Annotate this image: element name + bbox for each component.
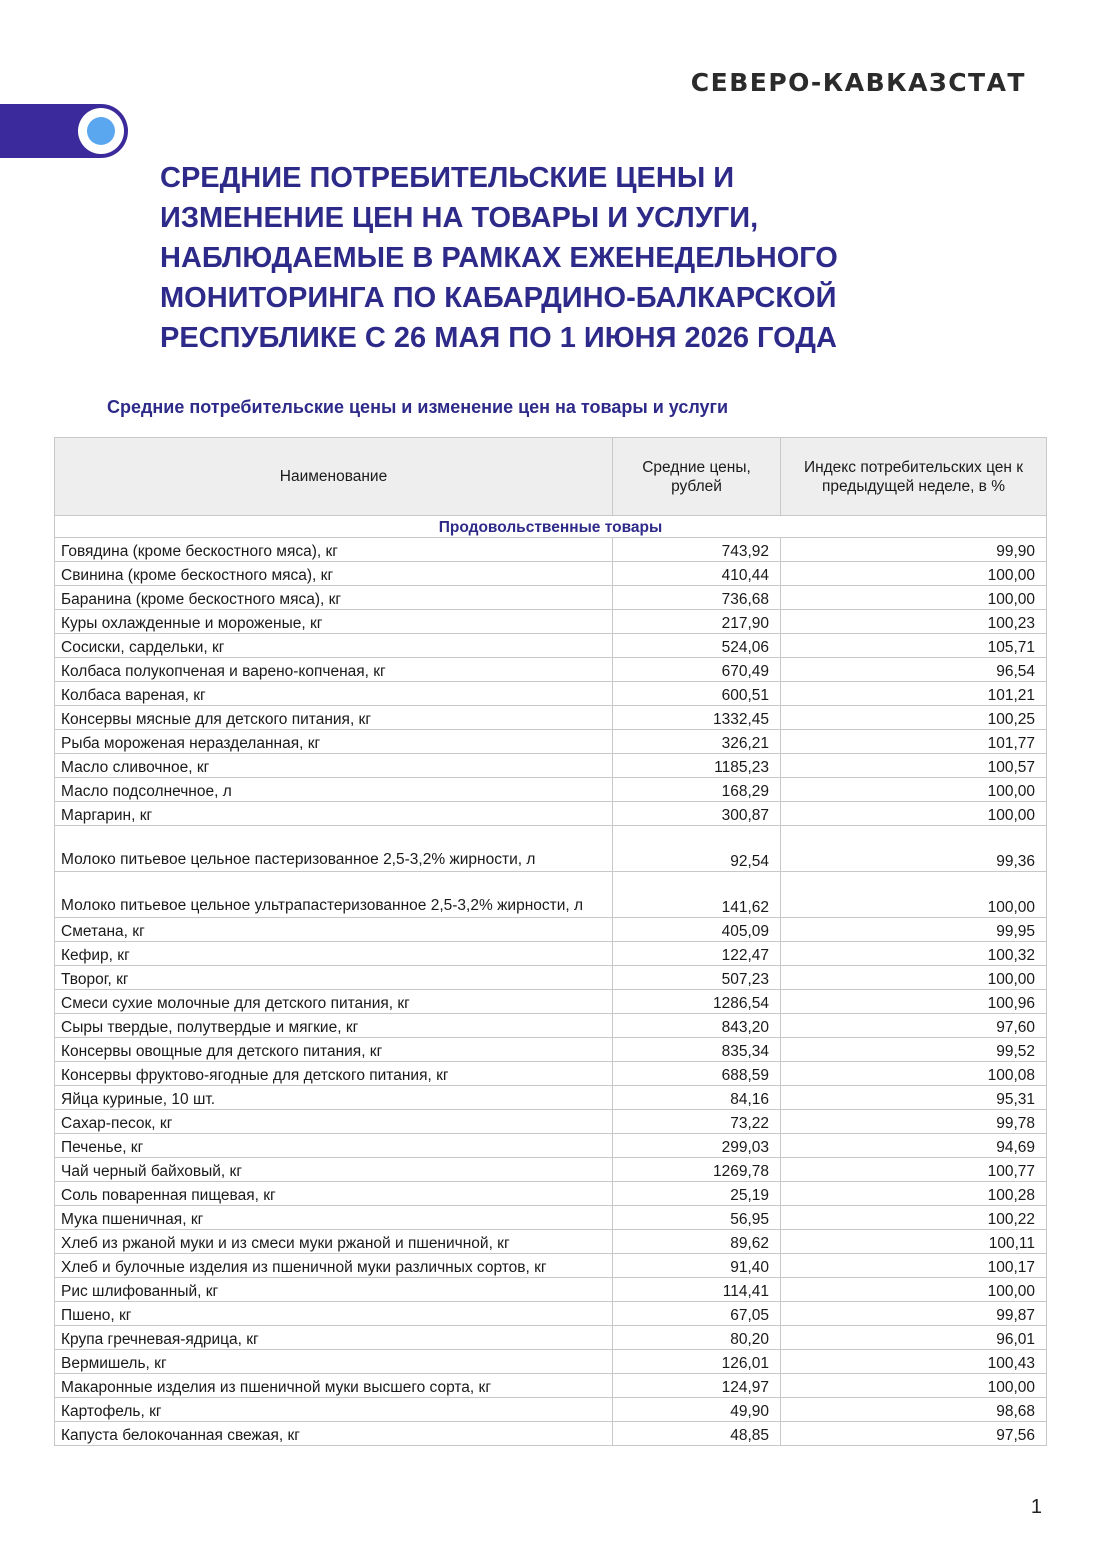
cell-price: 1332,45 xyxy=(613,706,781,730)
cell-price: 84,16 xyxy=(613,1086,781,1110)
table-row xyxy=(55,778,1047,802)
table-row xyxy=(55,872,1047,918)
cell-index: 101,21 xyxy=(781,682,1047,706)
cell-name: Крупа гречневая-ядрица, кг xyxy=(55,1326,613,1350)
table-row xyxy=(55,658,1047,682)
cell-name: Кефир, кг xyxy=(55,942,613,966)
table-row xyxy=(55,918,1047,942)
cell-name: Макаронные изделия из пшеничной муки высшего сорта, кг xyxy=(55,1374,613,1398)
page-title xyxy=(160,158,1040,358)
cell-price: 122,47 xyxy=(613,942,781,966)
cell-index: 100,00 xyxy=(781,586,1047,610)
cell-name: Печенье, кг xyxy=(55,1134,613,1158)
cell-name: Молоко питьевое цельное пастеризованное 2,5-3,2% жирности, л xyxy=(55,826,613,872)
table-row xyxy=(55,1134,1047,1158)
cell-price: 48,85 xyxy=(613,1422,781,1446)
table-row xyxy=(55,1302,1047,1326)
cell-name: Куры охлажденные и мороженые, кг xyxy=(55,610,613,634)
table-row xyxy=(55,942,1047,966)
dot-icon xyxy=(87,117,115,145)
cell-price: 688,59 xyxy=(613,1062,781,1086)
cell-price: 743,92 xyxy=(613,538,781,562)
decorative-band xyxy=(0,104,128,158)
cell-price: 843,20 xyxy=(613,1014,781,1038)
cell-index: 98,68 xyxy=(781,1398,1047,1422)
table-row xyxy=(55,802,1047,826)
table-row xyxy=(55,1014,1047,1038)
cell-index: 100,43 xyxy=(781,1350,1047,1374)
cell-name: Вермишель, кг xyxy=(55,1350,613,1374)
cell-index: 100,11 xyxy=(781,1230,1047,1254)
cell-index: 100,25 xyxy=(781,706,1047,730)
circle-icon xyxy=(78,108,124,154)
cell-name: Соль поваренная пищевая, кг xyxy=(55,1182,613,1206)
cell-name: Яйца куриные, 10 шт. xyxy=(55,1086,613,1110)
cell-name: Рыба мороженая неразделанная, кг xyxy=(55,730,613,754)
cell-index: 97,56 xyxy=(781,1422,1047,1446)
cell-index: 100,57 xyxy=(781,754,1047,778)
cell-name: Масло подсолнечное, л xyxy=(55,778,613,802)
cell-name: Консервы мясные для детского питания, кг xyxy=(55,706,613,730)
organization-name: СЕВЕРО-КАВКАЗСТАТ xyxy=(690,68,1026,97)
table-row xyxy=(55,1398,1047,1422)
cell-index: 100,00 xyxy=(781,1278,1047,1302)
cell-price: 1286,54 xyxy=(613,990,781,1014)
cell-price: 835,34 xyxy=(613,1038,781,1062)
table-row xyxy=(55,966,1047,990)
section-row xyxy=(55,516,1047,538)
cell-name: Сахар-песок, кг xyxy=(55,1110,613,1134)
table-row xyxy=(55,634,1047,658)
title-line: СРЕДНИЕ ПОТРЕБИТЕЛЬСКИЕ ЦЕНЫ И xyxy=(160,162,735,194)
column-header-price: Средние цены, рублей xyxy=(613,438,781,516)
title-line: НАБЛЮДАЕМЫЕ В РАМКАХ ЕЖЕНЕДЕЛЬНОГО xyxy=(160,242,838,274)
cell-name: Сыры твердые, полутвердые и мягкие, кг xyxy=(55,1014,613,1038)
cell-name: Колбаса полукопченая и варено-копченая, кг xyxy=(55,658,613,682)
cell-price: 73,22 xyxy=(613,1110,781,1134)
cell-name: Картофель, кг xyxy=(55,1398,613,1422)
cell-name: Рис шлифованный, кг xyxy=(55,1278,613,1302)
cell-name: Свинина (кроме бескостного мяса), кг xyxy=(55,562,613,586)
cell-index: 100,00 xyxy=(781,966,1047,990)
table-row xyxy=(55,826,1047,872)
cell-index: 99,95 xyxy=(781,918,1047,942)
prices-table xyxy=(54,437,1047,1446)
title-line: ИЗМЕНЕНИЕ ЦЕН НА ТОВАРЫ И УСЛУГИ, xyxy=(160,202,759,234)
table-row xyxy=(55,682,1047,706)
table-row xyxy=(55,990,1047,1014)
table-row xyxy=(55,1182,1047,1206)
cell-index: 100,00 xyxy=(781,562,1047,586)
cell-price: 299,03 xyxy=(613,1134,781,1158)
cell-price: 25,19 xyxy=(613,1182,781,1206)
cell-index: 100,32 xyxy=(781,942,1047,966)
table-row xyxy=(55,754,1047,778)
cell-name: Маргарин, кг xyxy=(55,802,613,826)
cell-name: Консервы фруктово-ягодные для детского питания, кг xyxy=(55,1062,613,1086)
cell-name: Мука пшеничная, кг xyxy=(55,1206,613,1230)
cell-price: 670,49 xyxy=(613,658,781,682)
cell-index: 99,36 xyxy=(781,826,1047,872)
cell-price: 126,01 xyxy=(613,1350,781,1374)
cell-name: Баранина (кроме бескостного мяса), кг xyxy=(55,586,613,610)
cell-name: Сметана, кг xyxy=(55,918,613,942)
cell-index: 100,77 xyxy=(781,1158,1047,1182)
cell-index: 100,00 xyxy=(781,778,1047,802)
cell-name: Сосиски, сардельки, кг xyxy=(55,634,613,658)
cell-price: 67,05 xyxy=(613,1302,781,1326)
cell-price: 1185,23 xyxy=(613,754,781,778)
cell-index: 99,90 xyxy=(781,538,1047,562)
cell-name: Творог, кг xyxy=(55,966,613,990)
table-row xyxy=(55,586,1047,610)
table-row xyxy=(55,562,1047,586)
cell-index: 100,22 xyxy=(781,1206,1047,1230)
cell-index: 100,23 xyxy=(781,610,1047,634)
cell-price: 91,40 xyxy=(613,1254,781,1278)
cell-index: 100,00 xyxy=(781,872,1047,918)
cell-price: 89,62 xyxy=(613,1230,781,1254)
cell-name: Консервы овощные для детского питания, кг xyxy=(55,1038,613,1062)
cell-index: 96,54 xyxy=(781,658,1047,682)
cell-price: 405,09 xyxy=(613,918,781,942)
cell-index: 100,08 xyxy=(781,1062,1047,1086)
cell-price: 217,90 xyxy=(613,610,781,634)
cell-price: 410,44 xyxy=(613,562,781,586)
table-row xyxy=(55,730,1047,754)
table-row xyxy=(55,1254,1047,1278)
cell-index: 100,00 xyxy=(781,1374,1047,1398)
table-row xyxy=(55,1350,1047,1374)
table-row xyxy=(55,1422,1047,1446)
cell-name: Чай черный байховый, кг xyxy=(55,1158,613,1182)
cell-index: 105,71 xyxy=(781,634,1047,658)
cell-index: 100,17 xyxy=(781,1254,1047,1278)
cell-index: 100,00 xyxy=(781,802,1047,826)
column-header-index: Индекс потребительских цен к предыдущей неделе, в % xyxy=(781,438,1047,516)
cell-price: 92,54 xyxy=(613,826,781,872)
table-row xyxy=(55,1062,1047,1086)
cell-price: 524,06 xyxy=(613,634,781,658)
page-number: 1 xyxy=(1030,1496,1042,1518)
cell-price: 300,87 xyxy=(613,802,781,826)
table-row xyxy=(55,1374,1047,1398)
cell-index: 99,87 xyxy=(781,1302,1047,1326)
cell-price: 80,20 xyxy=(613,1326,781,1350)
title-line: РЕСПУБЛИКЕ С 26 МАЯ ПО 1 ИЮНЯ 2026 ГОДА xyxy=(160,322,837,354)
cell-name: Хлеб и булочные изделия из пшеничной муки различных сортов, кг xyxy=(55,1254,613,1278)
cell-price: 168,29 xyxy=(613,778,781,802)
cell-price: 49,90 xyxy=(613,1398,781,1422)
table-row xyxy=(55,1110,1047,1134)
cell-name: Масло сливочное, кг xyxy=(55,754,613,778)
cell-price: 124,97 xyxy=(613,1374,781,1398)
cell-index: 100,28 xyxy=(781,1182,1047,1206)
cell-index: 95,31 xyxy=(781,1086,1047,1110)
cell-index: 99,52 xyxy=(781,1038,1047,1062)
cell-price: 507,23 xyxy=(613,966,781,990)
column-header-name: Наименование xyxy=(55,438,613,516)
table-row xyxy=(55,1326,1047,1350)
cell-price: 141,62 xyxy=(613,872,781,918)
cell-index: 94,69 xyxy=(781,1134,1047,1158)
table-row xyxy=(55,1206,1047,1230)
cell-name: Хлеб из ржаной муки и из смеси муки ржаной и пшеничной, кг xyxy=(55,1230,613,1254)
cell-index: 97,60 xyxy=(781,1014,1047,1038)
cell-index: 101,77 xyxy=(781,730,1047,754)
cell-price: 736,68 xyxy=(613,586,781,610)
section-title: Продовольственные товары xyxy=(55,516,1047,538)
cell-name: Говядина (кроме бескостного мяса), кг xyxy=(55,538,613,562)
table-row xyxy=(55,1086,1047,1110)
table-row xyxy=(55,1230,1047,1254)
title-line: МОНИТОРИНГА ПО КАБАРДИНО-БАЛКАРСКОЙ xyxy=(160,282,837,314)
cell-price: 56,95 xyxy=(613,1206,781,1230)
cell-price: 600,51 xyxy=(613,682,781,706)
cell-name: Смеси сухие молочные для детского питания, кг xyxy=(55,990,613,1014)
table-row xyxy=(55,538,1047,562)
cell-index: 96,01 xyxy=(781,1326,1047,1350)
table-row xyxy=(55,706,1047,730)
cell-name: Молоко питьевое цельное ультрапастеризованное 2,5-3,2% жирности, л xyxy=(55,872,613,918)
cell-price: 1269,78 xyxy=(613,1158,781,1182)
table-caption: Средние потребительские цены и изменение цен на товары и услуги xyxy=(107,397,729,417)
cell-index: 100,96 xyxy=(781,990,1047,1014)
cell-price: 114,41 xyxy=(613,1278,781,1302)
table-row xyxy=(55,1038,1047,1062)
table-row xyxy=(55,610,1047,634)
cell-name: Колбаса вареная, кг xyxy=(55,682,613,706)
table-header-row xyxy=(55,438,1047,516)
cell-name: Пшено, кг xyxy=(55,1302,613,1326)
table-row xyxy=(55,1278,1047,1302)
cell-price: 326,21 xyxy=(613,730,781,754)
table-row xyxy=(55,1158,1047,1182)
cell-name: Капуста белокочанная свежая, кг xyxy=(55,1422,613,1446)
cell-index: 99,78 xyxy=(781,1110,1047,1134)
